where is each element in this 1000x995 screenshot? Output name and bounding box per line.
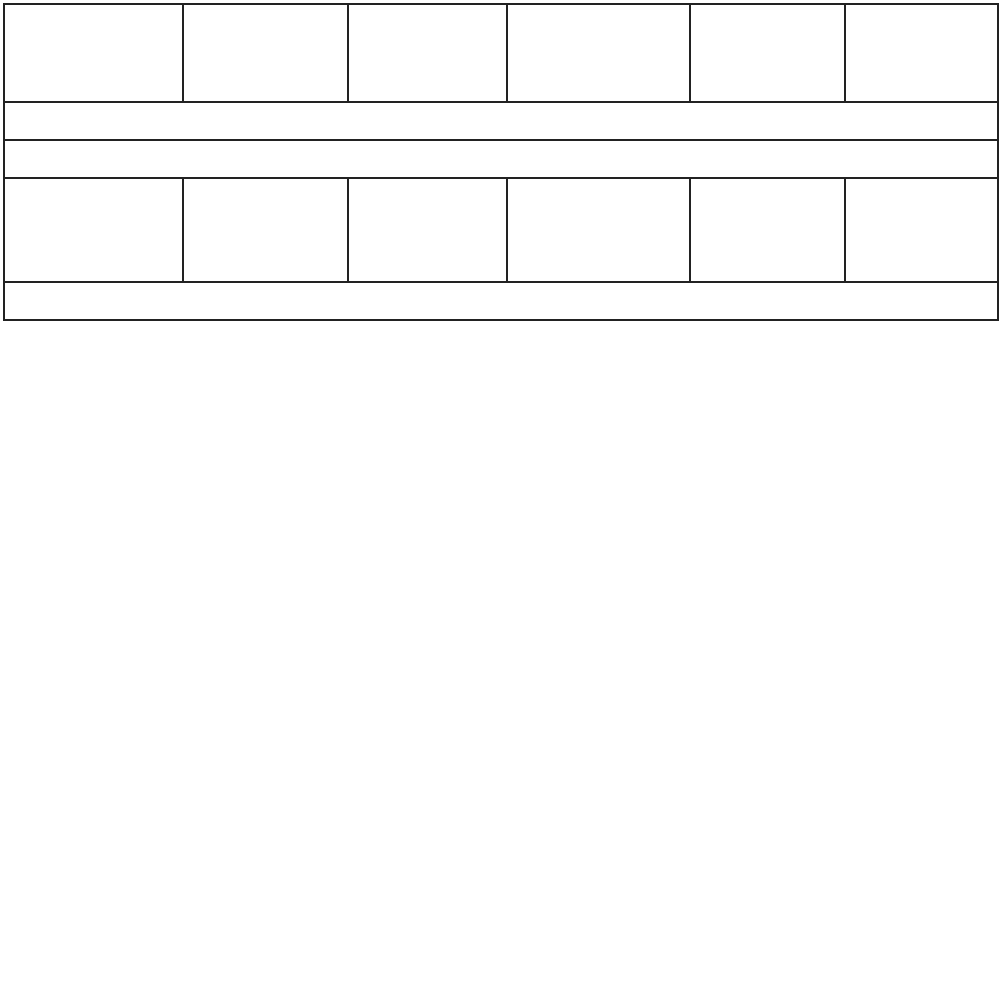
header-row xyxy=(4,4,998,102)
section-2-subheader xyxy=(4,178,998,282)
empty-cell xyxy=(348,178,507,282)
section-3-title-cell xyxy=(4,282,998,320)
section-1-title xyxy=(4,102,998,140)
section-2-title xyxy=(4,140,998,178)
spikelet-count-label xyxy=(4,178,183,282)
section-2-title-cell xyxy=(4,140,998,178)
empty-cell xyxy=(183,178,348,282)
header-grade-4 xyxy=(348,4,507,102)
header-indicator xyxy=(4,4,183,102)
header-grade-2 xyxy=(690,4,845,102)
empty-cell xyxy=(690,178,845,282)
section-1-title-cell xyxy=(4,102,998,140)
grading-table xyxy=(3,3,999,321)
header-grade-1 xyxy=(845,4,998,102)
header-grade-3 xyxy=(507,4,690,102)
header-grade-5 xyxy=(183,4,348,102)
section-3-title xyxy=(4,282,998,320)
empty-cell xyxy=(507,178,690,282)
empty-cell xyxy=(845,178,998,282)
